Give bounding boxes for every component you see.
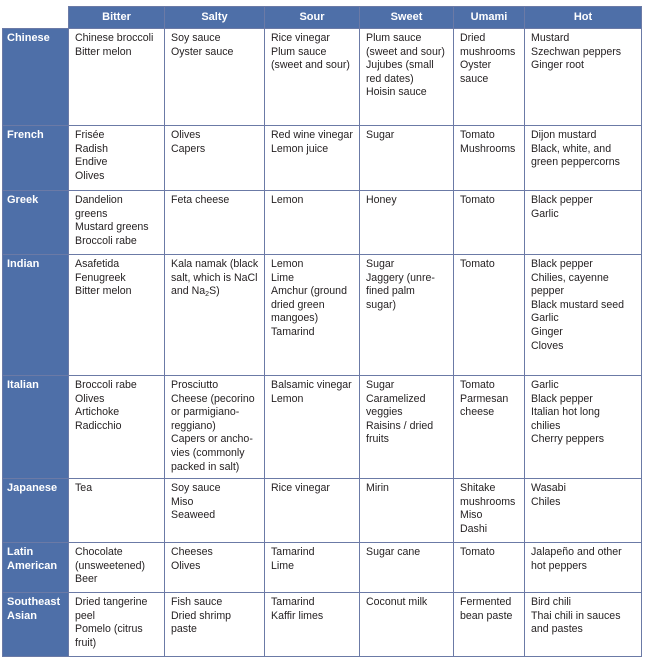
ingredient-line: Olives	[75, 392, 105, 405]
ingredient-line: Tamarind	[271, 546, 315, 558]
cell-salty	[165, 593, 265, 657]
ingredient-line: Raisins / dried	[366, 419, 434, 432]
ingredient-line: and $Na_2S$)	[171, 285, 220, 299]
ingredient-line: Shitake	[460, 482, 496, 494]
cell-hot	[525, 543, 642, 593]
ingredient-line: Amchur (ground	[271, 285, 347, 298]
cell-bitter	[69, 255, 165, 376]
ingredient-line: Red wine vinegar	[271, 129, 353, 141]
table-row	[3, 593, 642, 657]
cell-umami	[454, 191, 525, 255]
cell-hot	[525, 126, 642, 191]
column-header-hot: Hot	[525, 7, 642, 29]
ingredient-line: dried green	[271, 298, 325, 311]
cell-salty	[165, 376, 265, 479]
cuisine-label-line: Italian	[7, 379, 39, 391]
ingredient-line: Seaweed	[171, 509, 216, 522]
cell-sour	[265, 191, 360, 255]
cell-sweet	[360, 376, 454, 479]
ingredient-line: Tomato	[460, 379, 495, 391]
table-row	[3, 29, 642, 126]
ingredient-line: (sweet and sour)	[366, 45, 445, 58]
table-row	[3, 255, 642, 376]
ingredient-line: Hoisin sauce	[366, 86, 427, 99]
ingredient-line: Fenugreek	[75, 271, 126, 284]
ingredient-line: salt, which is NaCl	[171, 271, 258, 284]
ingredient-line: Garlic	[531, 207, 559, 220]
ingredient-line: Dashi	[460, 522, 488, 535]
ingredient-line: Oyster sauce	[171, 45, 234, 58]
ingredient-line: Dijon mustard	[531, 129, 597, 141]
ingredient-line: Sugar	[366, 379, 395, 391]
ingredient-line: vies (commonly	[171, 446, 245, 459]
column-header-salty: Salty	[165, 7, 265, 29]
ingredient-line: fruit)	[75, 636, 97, 649]
header-row	[3, 7, 642, 29]
row-header-cuisine	[3, 479, 69, 543]
ingredient-line: Italian hot long	[531, 406, 600, 419]
ingredient-line: cheese	[460, 406, 495, 419]
ingredient-line: Garlic	[531, 312, 559, 325]
cell-hot	[525, 255, 642, 376]
ingredient-line: Beer	[75, 573, 98, 586]
cell-hot	[525, 593, 642, 657]
row-header-cuisine	[3, 191, 69, 255]
cell-sour	[265, 543, 360, 593]
corner-cell	[3, 7, 69, 29]
ingredient-line: Thai chili in sauces	[531, 609, 621, 622]
ingredient-line: Parmesan	[460, 392, 509, 405]
ingredient-line: Frisée	[75, 129, 105, 141]
ingredient-line: pepper	[531, 285, 564, 298]
cell-bitter	[69, 376, 165, 479]
ingredient-line: Sugar	[366, 129, 395, 141]
ingredient-line: Jujubes (small	[366, 59, 434, 72]
row-header-cuisine	[3, 543, 69, 593]
cell-bitter	[69, 479, 165, 543]
cell-sweet	[360, 479, 454, 543]
ingredient-line: Black mustard seed	[531, 298, 625, 311]
cell-bitter	[69, 29, 165, 126]
ingredient-line: Ginger	[531, 325, 563, 338]
ingredient-line: (sweet and sour)	[271, 59, 350, 72]
ingredient-line: Cherry peppers	[531, 433, 605, 446]
ingredient-line: Garlic	[531, 379, 559, 391]
ingredient-line: Chiles	[531, 495, 561, 508]
ingredient-line: Sugar cane	[366, 546, 421, 558]
ingredient-line: Tomato	[460, 129, 495, 141]
ingredient-line: Tomato	[460, 194, 495, 206]
ingredient-line: Kala namak (black	[171, 258, 259, 270]
ingredient-line: mushrooms	[460, 495, 516, 508]
cell-umami	[454, 543, 525, 593]
cell-sour	[265, 126, 360, 191]
ingredient-line: Miso	[460, 509, 483, 522]
ingredient-line: Lemon	[271, 392, 304, 405]
ingredient-line: packed in salt)	[171, 460, 240, 473]
ingredient-line: Mirin	[366, 482, 389, 494]
table-row	[3, 543, 642, 593]
ingredient-line: Lime	[271, 559, 294, 572]
ingredient-line: Oyster	[460, 59, 492, 72]
ingredient-line: Endive	[75, 156, 108, 169]
ingredient-line: Wasabi	[531, 482, 566, 494]
ingredient-line: Soy sauce	[171, 482, 221, 494]
cell-sour	[265, 255, 360, 376]
cell-umami	[454, 29, 525, 126]
ingredient-line: Coconut milk	[366, 596, 428, 608]
ingredient-line: Cheeses	[171, 546, 213, 558]
ingredient-line: Bitter melon	[75, 45, 132, 58]
ingredient-line: Tamarind	[271, 325, 315, 338]
ingredient-line: Kaffir limes	[271, 609, 324, 622]
cell-salty	[165, 191, 265, 255]
cell-umami	[454, 593, 525, 657]
cell-salty	[165, 126, 265, 191]
ingredient-line: hot peppers	[531, 559, 587, 572]
ingredient-line: Plum sauce	[366, 32, 422, 44]
ingredient-line: veggies	[366, 406, 403, 419]
cell-umami	[454, 255, 525, 376]
cell-sweet	[360, 543, 454, 593]
ingredient-line: greens	[75, 207, 108, 220]
cuisine-label-line: Indian	[7, 258, 40, 270]
ingredient-line: Dried shrimp	[171, 609, 232, 622]
cell-hot	[525, 479, 642, 543]
cell-sour	[265, 479, 360, 543]
cuisine-label-line: Chinese	[7, 32, 50, 44]
ingredient-line: Bitter melon	[75, 285, 132, 298]
ingredient-line: Plum sauce	[271, 45, 327, 58]
ingredient-line: reggiano)	[171, 419, 216, 432]
cuisine-label-line: American	[7, 559, 58, 572]
ingredient-line: Ginger root	[531, 59, 584, 72]
ingredient-line: Bird chili	[531, 596, 572, 608]
ingredient-line: Jalapeño and other	[531, 546, 622, 558]
ingredient-line: Tomato	[460, 258, 495, 270]
ingredient-line: bean paste	[460, 609, 513, 622]
cell-hot	[525, 191, 642, 255]
ingredient-line: Lemon	[271, 258, 304, 270]
ingredient-line: or parmigiano-	[171, 406, 240, 419]
row-header-cuisine	[3, 29, 69, 126]
cell-salty	[165, 479, 265, 543]
ingredient-line: sauce	[460, 72, 489, 85]
ingredient-line: and pastes	[531, 623, 583, 636]
cuisine-label-line: Southeast	[7, 596, 61, 608]
ingredient-line: Honey	[366, 194, 397, 206]
cell-hot	[525, 376, 642, 479]
ingredient-line: mangoes)	[271, 312, 319, 325]
cell-umami	[454, 126, 525, 191]
ingredient-line: Balsamic vinegar	[271, 379, 352, 391]
column-header-bitter: Bitter	[69, 7, 165, 29]
ingredient-line: Jaggery (unre-	[366, 271, 435, 284]
ingredient-line: Caramelized	[366, 392, 426, 405]
ingredient-line: Tomato	[460, 546, 495, 558]
ingredient-line: Capers	[171, 142, 206, 155]
cell-salty	[165, 543, 265, 593]
ingredient-line: Mustard greens	[75, 221, 149, 234]
ingredient-line: red dates)	[366, 72, 414, 85]
column-header-sour: Sour	[265, 7, 360, 29]
column-header-umami: Umami	[454, 7, 525, 29]
ingredient-line: Chinese broccoli	[75, 32, 154, 44]
ingredient-line: Black pepper	[531, 194, 593, 206]
cell-sweet	[360, 255, 454, 376]
table-row	[3, 126, 642, 191]
cell-bitter	[69, 543, 165, 593]
flavor-table	[2, 6, 642, 657]
cuisine-label-line: Japanese	[7, 482, 58, 494]
cell-sweet	[360, 593, 454, 657]
ingredient-line: Tea	[75, 482, 93, 494]
ingredient-line: Sugar	[366, 258, 395, 270]
ingredient-line: fruits	[366, 433, 389, 446]
ingredient-line: Lemon juice	[271, 142, 329, 155]
ingredient-line: Asafetida	[75, 258, 120, 270]
ingredient-line: Feta cheese	[171, 194, 230, 206]
ingredient-line: mushrooms	[460, 45, 516, 58]
ingredient-line: Dried tangerine	[75, 596, 148, 608]
ingredient-line: Chilies, cayenne	[531, 271, 609, 284]
cell-bitter	[69, 191, 165, 255]
ingredient-line: green peppercorns	[531, 156, 620, 169]
ingredient-line: chilies	[531, 419, 561, 432]
ingredient-line: Broccoli rabe	[75, 379, 137, 391]
row-header-cuisine	[3, 126, 69, 191]
ingredient-line: Dried	[460, 32, 486, 44]
ingredient-line: Cloves	[531, 339, 564, 352]
ingredient-line: Mustard	[531, 32, 570, 44]
ingredient-line: Radish	[75, 142, 108, 155]
ingredient-line: Fish sauce	[171, 596, 223, 608]
cuisine-label-line: Latin	[7, 546, 34, 558]
cuisine-label-line: Asian	[7, 609, 37, 622]
cell-hot	[525, 29, 642, 126]
ingredient-line: Cheese (pecorino	[171, 392, 255, 405]
cell-sour	[265, 29, 360, 126]
ingredient-line: Szechwan peppers	[531, 45, 622, 58]
ingredient-line: (unsweetened)	[75, 559, 146, 572]
cell-sweet	[360, 191, 454, 255]
ingredient-line: Soy sauce	[171, 32, 221, 44]
ingredient-line: Lemon	[271, 194, 304, 206]
cell-bitter	[69, 593, 165, 657]
cell-umami	[454, 479, 525, 543]
cell-sour	[265, 376, 360, 479]
cell-umami	[454, 376, 525, 479]
ingredient-line: Olives	[171, 129, 201, 141]
table-row	[3, 191, 642, 255]
ingredient-line: Lime	[271, 271, 294, 284]
ingredient-line: Prosciutto	[171, 379, 219, 391]
row-header-cuisine	[3, 376, 69, 479]
ingredient-line: Chocolate	[75, 546, 123, 558]
ingredient-line: Rice vinegar	[271, 32, 330, 44]
ingredient-line: Capers or ancho-	[171, 433, 253, 446]
cuisine-label-line: French	[7, 129, 44, 141]
cell-salty	[165, 255, 265, 376]
table-row	[3, 479, 642, 543]
table-row	[3, 376, 642, 479]
ingredient-line: Black, white, and	[531, 142, 612, 155]
ingredient-line: Rice vinegar	[271, 482, 330, 494]
row-header-cuisine	[3, 255, 69, 376]
ingredient-line: Olives	[171, 559, 201, 572]
cell-sweet	[360, 126, 454, 191]
cell-salty	[165, 29, 265, 126]
cell-sour	[265, 593, 360, 657]
cell-bitter	[69, 126, 165, 191]
ingredient-line: peel	[75, 609, 96, 622]
ingredient-line: Tamarind	[271, 596, 315, 608]
ingredient-line: Dandelion	[75, 194, 123, 206]
ingredient-line: Artichoke	[75, 406, 120, 419]
ingredient-line: Radicchio	[75, 419, 122, 432]
cell-sweet	[360, 29, 454, 126]
table-body	[3, 29, 642, 657]
ingredient-line: Broccoli rabe	[75, 234, 137, 247]
row-header-cuisine	[3, 593, 69, 657]
ingredient-line: Miso	[171, 495, 194, 508]
ingredient-line: Mushrooms	[460, 142, 516, 155]
ingredient-line: Pomelo (citrus	[75, 623, 143, 636]
cuisine-label-line: Greek	[7, 194, 39, 206]
ingredient-line: Fermented	[460, 596, 512, 608]
ingredient-line: fined palm	[366, 285, 415, 298]
ingredient-line: sugar)	[366, 298, 397, 311]
ingredient-line: Black pepper	[531, 392, 593, 405]
ingredient-line: paste	[171, 623, 197, 636]
ingredient-line: Olives	[75, 169, 105, 182]
ingredient-line: Black pepper	[531, 258, 593, 270]
column-header-sweet: Sweet	[360, 7, 454, 29]
